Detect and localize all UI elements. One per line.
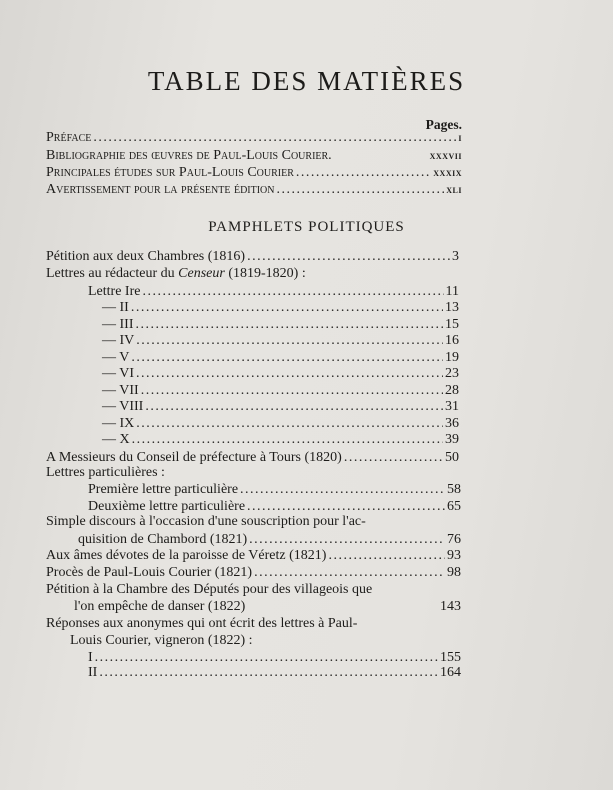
toc-entry-petition[interactable]: Pétition aux deux Chambres (1816) . . . 3 [46,249,459,265]
toc-entry-petition-deputes[interactable]: Pétition à la Chambre des Députés pour des villageois que [46,582,373,597]
toc-entry-reponse[interactable]: II . . . 164 [88,665,461,681]
toc-entry-ames-devotes[interactable]: Aux âmes dévotes de la paroisse de Véretz (1821) . . . 93 [46,548,461,564]
toc-entry-reponses-cont: Louis Courier, vigneron (1822) : [70,633,253,648]
toc-entry-lettre[interactable]: — IX . . . 36 [102,416,459,432]
toc-entry-lettre[interactable]: — V . . . 19 [102,350,459,366]
toc-entry-simple-discours-cont[interactable]: quisition de Chambord (1821) . . . 76 [78,532,461,548]
pages-column-label: Pages. [425,117,462,132]
toc-entry-preface[interactable]: Préface . . . i [46,130,462,146]
toc-entry-premiere-lettre[interactable]: Première lettre particulière . . . 58 [88,482,461,498]
toc-entry-conseil[interactable]: A Messieurs du Conseil de préfecture à Tours (1820) . . . 50 [46,450,459,466]
toc-entry-petition-deputes-cont[interactable]: l'on empêche de danser (1822) 143 [74,599,461,614]
toc-entry-lettre[interactable]: — VII . . . 28 [102,383,459,399]
toc-entry-avertissement[interactable]: Avertissement pour la présente édition . . . xli [46,182,462,198]
toc-entry-proces[interactable]: Procès de Paul-Louis Courier (1821) . . . 98 [46,565,461,581]
toc-entry-reponses[interactable]: Réponses aux anonymes qui ont écrit des lettres à Paul- [46,616,358,631]
toc-entry-deuxieme-lettre[interactable]: Deuxième lettre particulière . . . 65 [88,499,461,515]
toc-entry-reponse[interactable]: I . . . 155 [88,650,461,666]
toc-heading-lettres-particulieres: Lettres particulières : [46,465,165,480]
toc-entry-etudes[interactable]: Principales études sur Paul-Louis Courier . . . xxxix [46,165,462,181]
toc-entry-lettre[interactable]: — VIII . . . 31 [102,399,459,415]
toc-entry-lettre[interactable]: — IV . . . 16 [102,333,459,349]
toc-entry-lettre[interactable]: — X . . . 39 [102,432,459,448]
toc-entry-lettre[interactable]: — II . . . 13 [102,300,459,316]
section-heading: PAMPHLETS POLITIQUES [208,219,405,235]
toc-entry-lettre[interactable]: Lettre Ire . . . 11 [88,284,459,300]
toc-entry-bibliographie[interactable]: Bibliographie des œuvres de Paul-Louis Courier. xxxvii [46,148,462,163]
toc-entry-lettre[interactable]: — VI . . . 23 [102,366,459,382]
toc-entry-lettre[interactable]: — III . . . 15 [102,317,459,333]
toc-entry-lettres-censeur[interactable]: Lettres au rédacteur du Censeur (1819-1820) : [46,266,306,281]
page-title: TABLE DES MATIÈRES [147,66,466,96]
toc-entry-simple-discours[interactable]: Simple discours à l'occasion d'une souscription pour l'ac- [46,514,366,529]
